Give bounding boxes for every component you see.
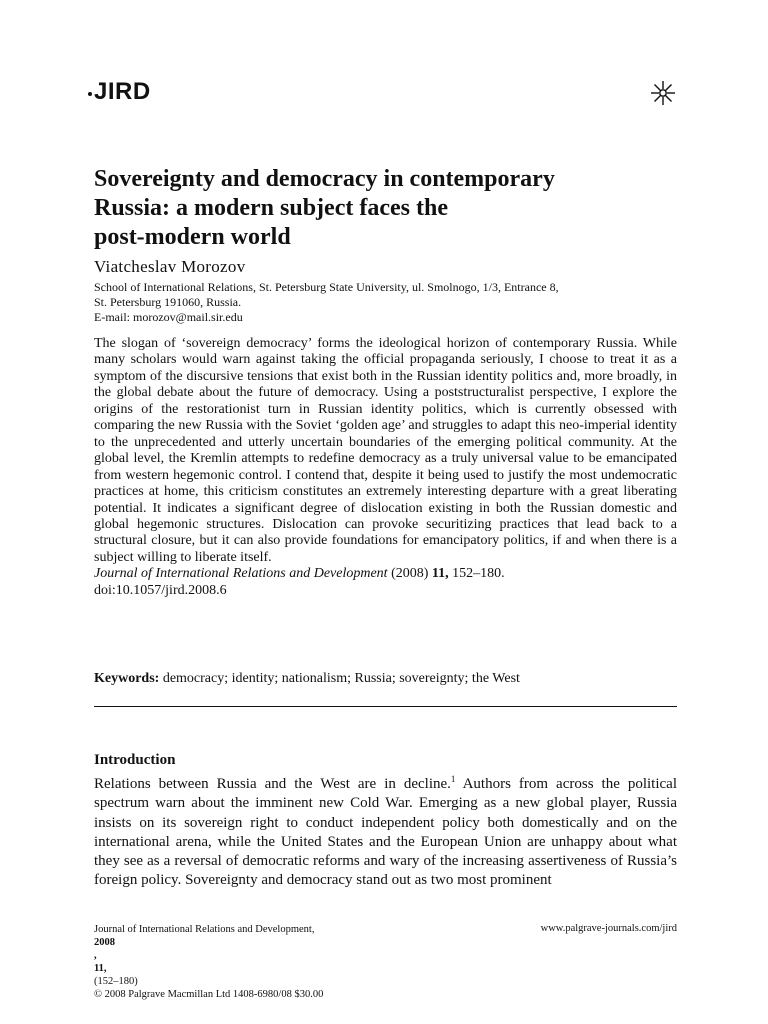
- palgrave-star-icon: [650, 80, 676, 106]
- author-affiliation: [94, 280, 684, 325]
- affiliation-line: St. Petersburg 191060, Russia.: [94, 295, 242, 309]
- keywords-list: democracy; identity; nationalism; Russia; sovereignty; the West: [162, 671, 520, 686]
- article-title: [94, 165, 694, 252]
- title-line: Sovereignty and democracy in contemporary: [94, 166, 555, 192]
- footer-citation: [94, 923, 323, 1001]
- title-line: Russia: a modern subject faces the: [94, 195, 448, 221]
- footer-journal-line: [94, 923, 323, 988]
- citation-doi: doi:10.1057/jird.2008.6: [94, 582, 227, 598]
- footer-copyright: © 2008 Palgrave Macmillan Ltd 1408-6980/08 $30.00: [94, 989, 324, 1000]
- introduction-paragraph: [94, 775, 677, 891]
- citation-journal: Journal of International Relations and Development: [94, 566, 388, 582]
- logo-dot: [88, 92, 92, 96]
- citation-pages: 152–180.: [452, 566, 505, 582]
- footer-journal: Journal of International Relations and Development,: [94, 924, 315, 935]
- keywords-label: Keywords:: [94, 671, 160, 686]
- citation-volume: 11,: [431, 566, 449, 582]
- footer-year: 2008 , 11,: [94, 937, 115, 974]
- author-email: E-mail: morozov@mail.sir.edu: [94, 310, 243, 324]
- affiliation-line: School of International Relations, St. Petersburg State University, ul. Smolnogo, 1/3, Entrance 8,: [94, 280, 559, 294]
- journal-logo: JIRD: [94, 78, 151, 105]
- citation-year: (2008): [391, 566, 429, 582]
- abstract: [94, 336, 677, 599]
- keywords: [94, 671, 520, 687]
- author-name: Viatcheslav Morozov: [94, 257, 246, 276]
- title-line: post-modern world: [94, 224, 291, 250]
- abstract-text: The slogan of ‘sovereign democracy’ forms the ideological horizon of contemporary Russia. While many scholars would warn against taking the official propaganda seriously, I choose to treat it as a symptom of the discursive tensions that exist both in the Russian identity politics and, more broadly, in the global debate about the future of democracy. Using a poststructuralist perspective, I explore the origins of the restorationist turn in Russian identity politics, which is currently obsessed with comparing the new Russia with the Soviet ‘golden age’ and struggles to adapt this neo-imperial identity to the unprecedented and utterly uncertain boundaries of the emerging political community. At the global level, the Kremlin attempts to redefine democracy as a truly universal value to be emancipated from western hegemonic control. I contend that, despite it being used to justify the most undemocratic practices at home, this criticism constitutes an extremely interesting departure with a great liberating potential. It indicates a significant degree of dislocation existing in both the Russian domestic and global hegemonic structures. Dislocation can provoke securitizing practices that lead back to a structural closure, but it can also provide foundations for emancipatory politics, if and when there is a subject willing to liberate itself.: [94, 336, 677, 565]
- body-text-rest: Authors from across the political spectrum warn about the imminent new Cold War. Emerging as a new global player, Russia insists on its sovereign right to conduct independent policy both domestically and on the international arena, while the United States and the European Union are unhappy about what they see as a reversal of democratic reforms and wary of the increasing assertiveness of Russia’s foreign policy. Sovereignty and democracy stand out as two most prominent: [94, 776, 677, 889]
- footnote-marker[interactable]: 1: [450, 774, 456, 784]
- journal-website-link[interactable]: www.palgrave-journals.com/jird: [540, 923, 677, 934]
- divider: [94, 706, 677, 707]
- body-text-start: Relations between Russia and the West are in decline.: [94, 776, 451, 792]
- section-heading: Introduction: [94, 752, 176, 768]
- footer-pages: (152–180): [94, 976, 138, 987]
